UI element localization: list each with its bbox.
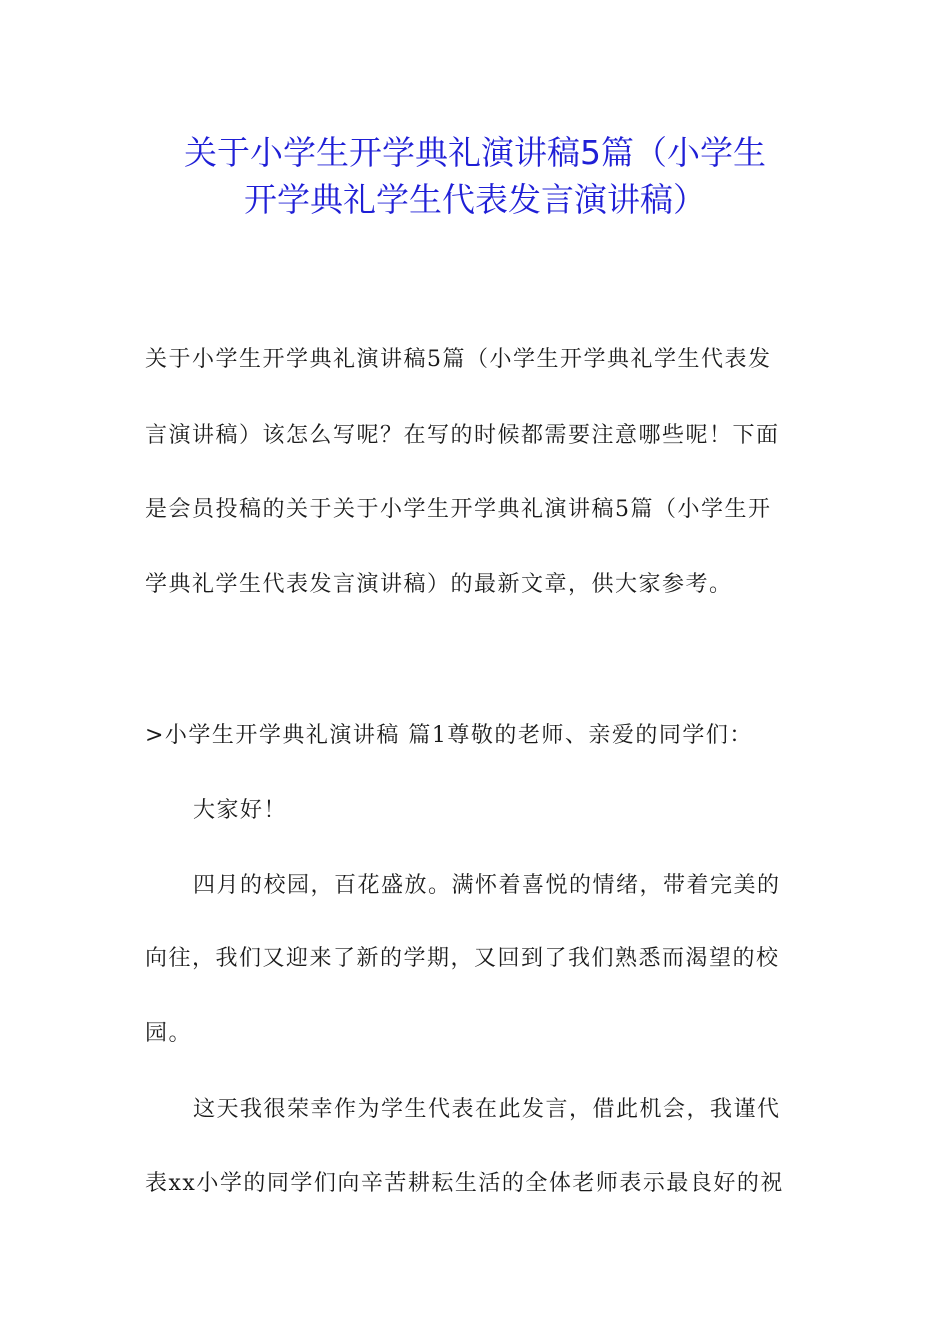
intro-line-1: 关于小学生开学典礼演讲稿5篇（小学生开学典礼学生代表发 — [145, 347, 772, 372]
paragraph2-line-1: 这天我很荣幸作为学生代表在此发言，借此机会，我谨代 — [193, 1097, 781, 1122]
document-title-line-2: 开学典礼学生代表发言演讲稿） — [244, 180, 706, 219]
document-title-line-1: 关于小学生开学典礼演讲稿5篇（小学生 — [184, 133, 766, 172]
paragraph1-line-3: 园。 — [145, 1021, 193, 1046]
paragraph2-line-2: 表xx小学的同学们向辛苦耕耘生活的全体老师表示最良好的祝 — [145, 1171, 784, 1196]
paragraph1-line-2: 向往，我们又迎来了新的学期，又回到了我们熟悉而渴望的校 — [145, 946, 780, 971]
intro-line-3: 是会员投稿的关于关于小学生开学典礼演讲稿5篇（小学生开 — [145, 497, 772, 522]
section-heading: >小学生开学典礼演讲稿 篇1尊敬的老师、亲爱的同学们： — [145, 723, 753, 748]
intro-line-2: 言演讲稿）该怎么写呢？在写的时候都需要注意哪些呢！下面 — [145, 423, 780, 448]
greeting: 大家好！ — [193, 798, 288, 823]
intro-line-4: 学典礼学生代表发言演讲稿）的最新文章，供大家参考。 — [145, 572, 733, 597]
paragraph1-line-1: 四月的校园，百花盛放。满怀着喜悦的情绪，带着完美的 — [193, 873, 781, 898]
